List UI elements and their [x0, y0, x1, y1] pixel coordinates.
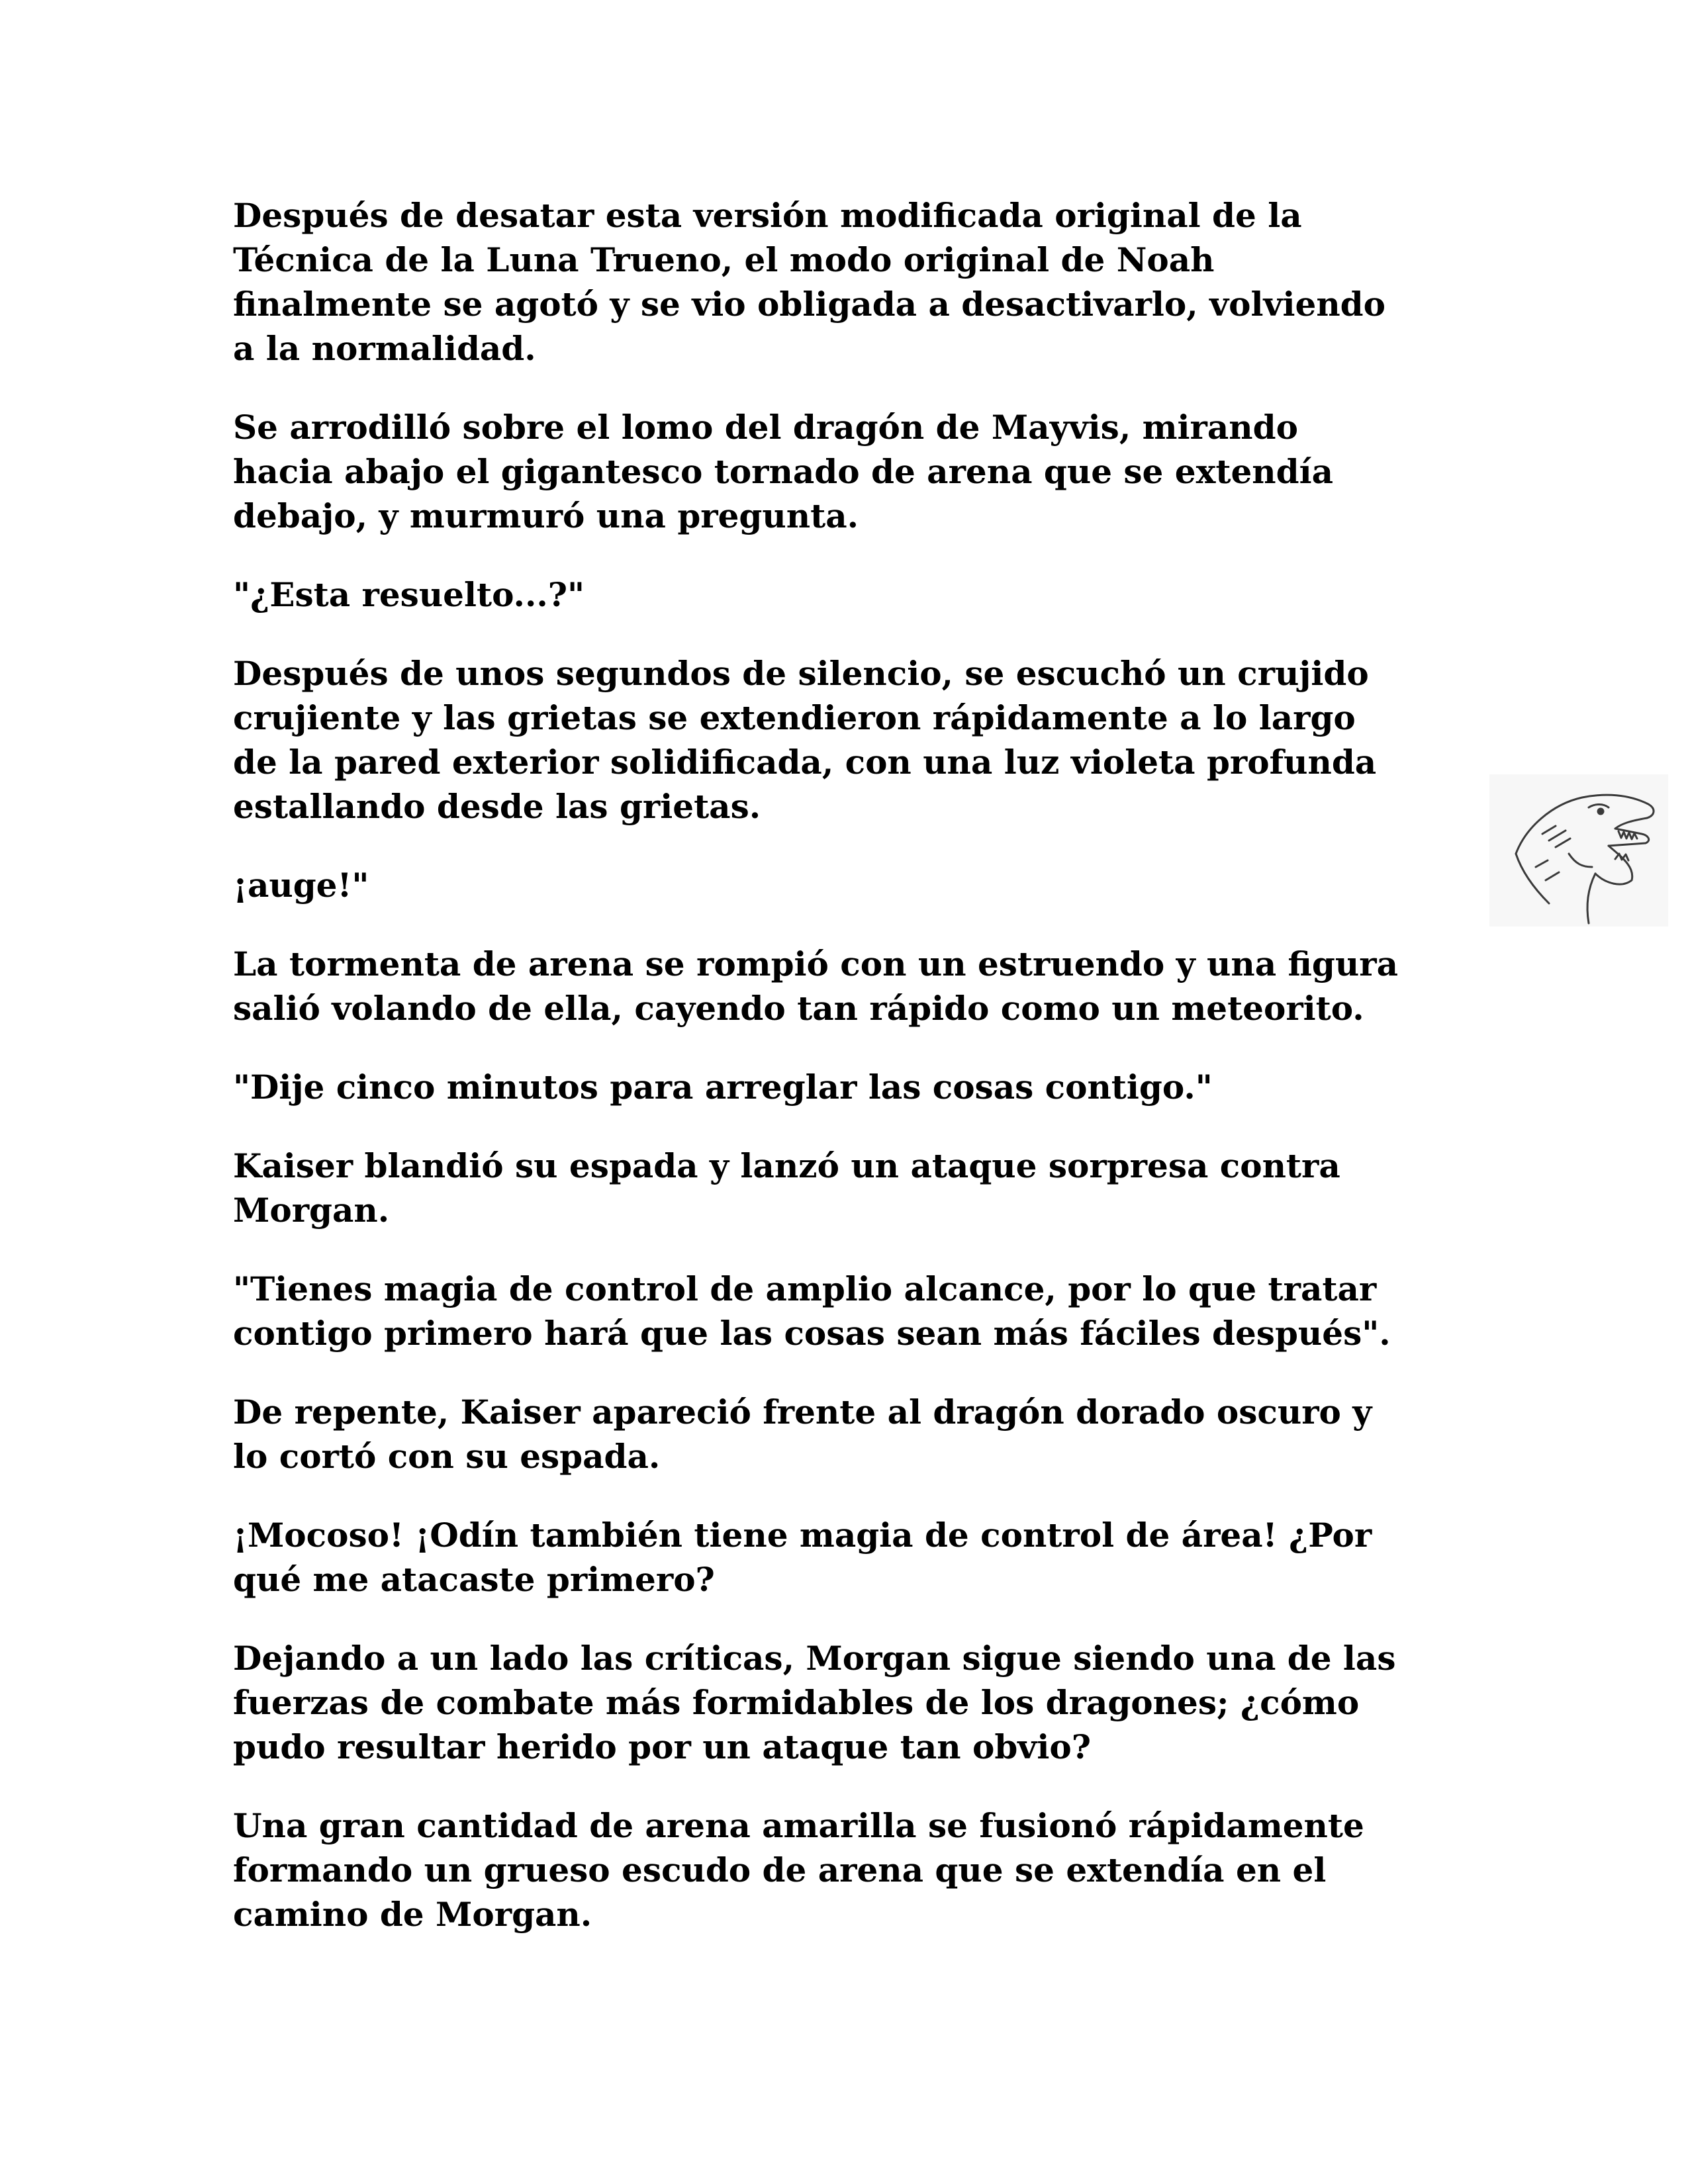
paragraph-1: Después de desatar esta versión modificada original de la Técnica de la Luna Trueno, el modo original de Noah finalmente se agotó y se vio obligada a desactivarlo, volviendo a la normalidad. [233, 196, 1385, 368]
paragraph-12: Dejando a un lado las críticas, Morgan sigue siendo una de las fuerzas de combate más formidables de los dragones; ¿cómo pudo resultar herido por un ataque tan obvio? [233, 1639, 1396, 1766]
paragraph-5: ¡auge!" [233, 866, 369, 905]
paragraph-6: La tormenta de arena se rompió con un estruendo y una figura salió volando de ella, cayendo tan rápido como un meteorito. [233, 944, 1398, 1028]
paragraph-4: Después de unos segundos de silencio, se escuchó un crujido crujiente y las grietas se extendieron rápidamente a lo largo de la pared exterior solidificada, con una luz violeta profunda estallando desde las grietas. [233, 654, 1377, 826]
paragraph-9: "Tienes magia de control de amplio alcance, por lo que tratar contigo primero hará que las cosas sean más fáciles después". [233, 1269, 1391, 1353]
paragraph-3: "¿Esta resuelto...?" [233, 575, 585, 614]
dinosaur-sketch-icon [1489, 774, 1668, 927]
paragraph-10: De repente, Kaiser apareció frente al dragón dorado oscuro y lo cortó con su espada. [233, 1392, 1372, 1476]
paragraph-8: Kaiser blandió su espada y lanzó un ataque sorpresa contra Morgan. [233, 1146, 1340, 1230]
paragraph-7: "Dije cinco minutos para arreglar las cosas contigo." [233, 1068, 1213, 1107]
story-text [233, 193, 1477, 1971]
paragraph-11: ¡Mocoso! ¡Odín también tiene magia de control de área! ¿Por qué me atacaste primero? [233, 1516, 1372, 1599]
paragraph-2: Se arrodilló sobre el lomo del dragón de Mayvis, mirando hacia abajo el gigantesco tornado de arena que se extendía debajo, y murmuró una pregunta. [233, 408, 1334, 535]
paragraph-13: Una gran cantidad de arena amarilla se fusionó rápidamente formando un grueso escudo de arena que se extendía en el camino de Morgan. [233, 1806, 1364, 1934]
